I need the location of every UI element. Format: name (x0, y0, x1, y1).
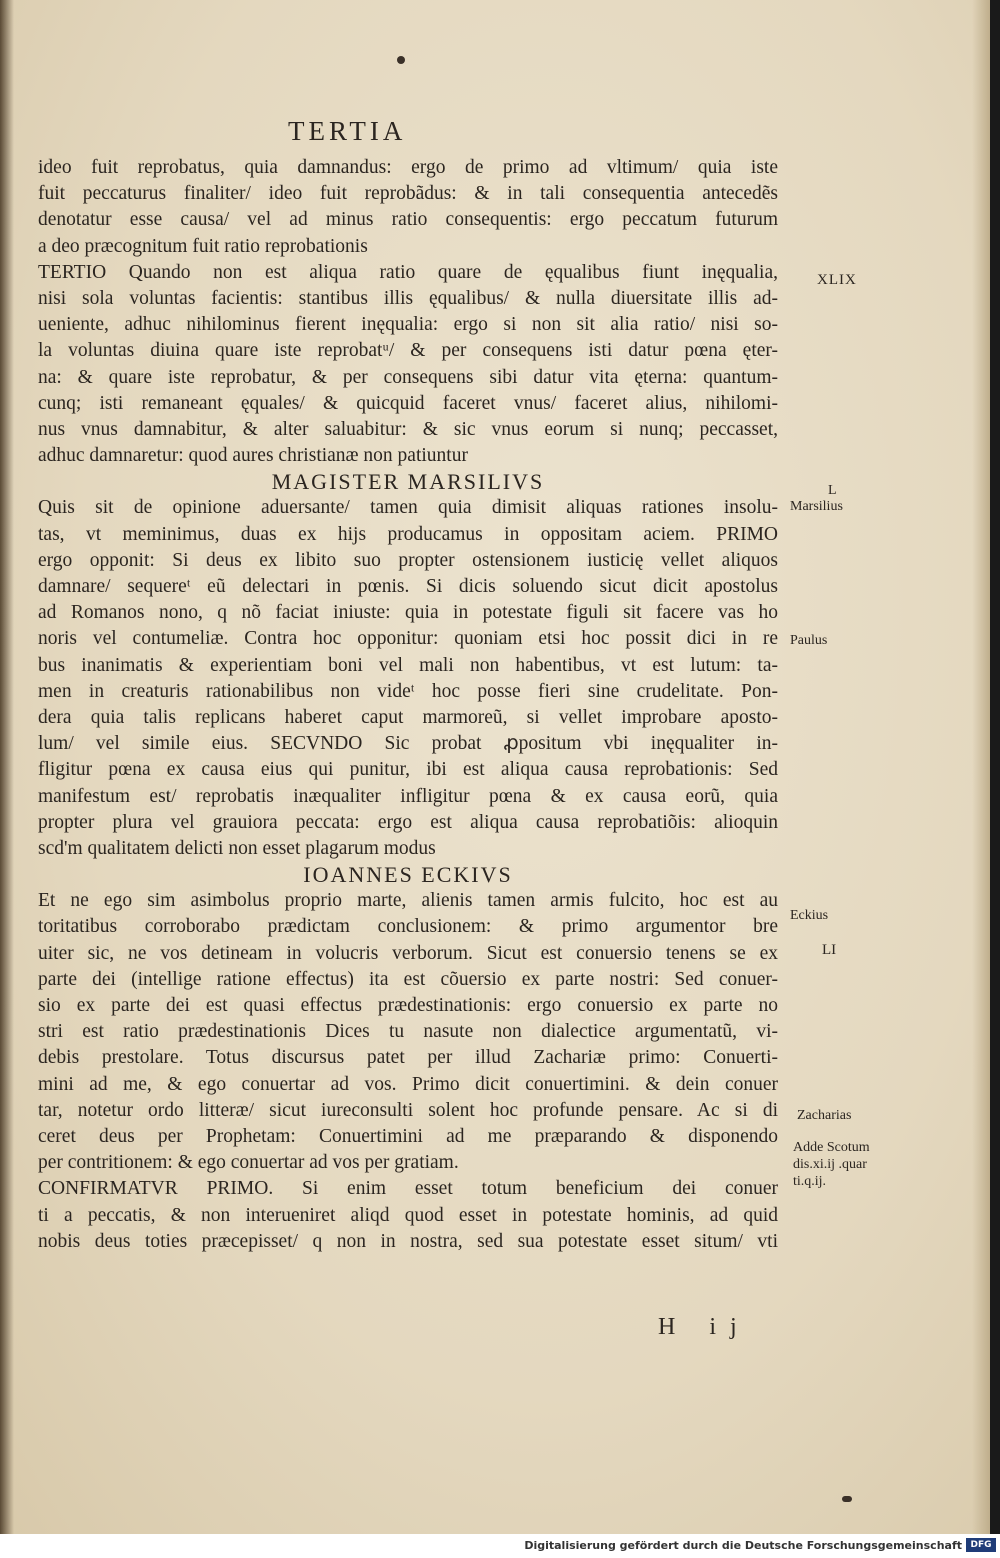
text-line: denotatur esse causa/ vel ad minus ratio consequentis: ergo peccatum futurum (38, 209, 778, 231)
text-line: ceret deus per Prophetam: Conuertimini ad me præparando & disponendo (38, 1125, 778, 1147)
running-head: TERTIA (288, 116, 407, 146)
text-line: parte dei (intellige ratione effectus) ita est cõuersio ex parte nostri: Sed conuer- (38, 968, 778, 990)
text-line: ti a peccatis, & non interueniret aliqd quod esset in potestate hominis, ad quid (38, 1204, 778, 1226)
margin-note-marsilius: Marsilius (790, 499, 843, 514)
text-line: ueniente, adhuc nihilominus fierent inęqualia: ergo si non sit alia ratio/ nisi so- (38, 314, 778, 336)
text-line: na: & quare iste reprobatur, & per consequens sibi datur vita ęterna: quantum- (38, 366, 778, 388)
footer-credit: Digitalisierung gefördert durch die Deutsche Forschungsgemeinschaft (524, 1539, 962, 1552)
text-line: ad Romanos nono, q nõ faciat iniuste: quia in potestate figuli sit facere vas ho (38, 602, 778, 624)
text-line: la voluntas diuina quare iste reprobatᵘ/ & per consequens isti datur pœna ęter- (38, 340, 778, 362)
text-line: cunq; isti remaneant ęquales/ & quicquid faceret vnus/ faceret alius, nihilomi- (38, 392, 778, 414)
text-line: lum/ vel simile eius. SECVNDO Sic probat ꝓpositum vbi inęqualiter in- (38, 733, 778, 755)
text-line: stri est ratio prædestinationis Dices tu nasute non dialectice argumentatũ, vi- (38, 1021, 778, 1043)
text-line: a deo præcognitum fuit ratio reprobationis (38, 235, 368, 257)
margin-note-adde-scotum: Adde Scotum (793, 1140, 870, 1155)
text-line: tar, notetur ordo litteræ/ sicut iureconsulti solent hoc profunde pensare. Ac si di (38, 1099, 778, 1121)
signature-mark: H ij (658, 1314, 751, 1340)
text-line: men in creaturis rationabilibus non videᵗ hoc posse fieri sine crudelitate. Pon- (38, 680, 778, 702)
text-line: fligitur pœna ex causa eius qui punitur, ibi est aliqua causa reprobationis: Sed (38, 759, 778, 781)
dfg-logo: DFG (966, 1538, 996, 1552)
text-line: nus vnus damnabitur, & alter saluabitur: & sic vnus eorum si nunq; peccasset, (38, 418, 778, 440)
text-line: manifestum est/ reprobatis inæqualiter infligitur pœna & ex causa eorũ, quia (38, 785, 778, 807)
text-line: per contritionem: & ego conuertar ad vos per gratiam. (38, 1152, 459, 1174)
text-line: tas, vt meminimus, duas ex hijs producamus in oppositam aciem. PRIMO (38, 523, 778, 545)
text-line: sio ex parte dei est quasi effectus prædestinationis: ergo conuersio ex parte no (38, 995, 778, 1016)
text-line: bus inanimatis & experientiam boni vel mali non habentibus, vt est lutum: ta- (38, 654, 778, 676)
text-line: fuit peccaturus finaliter/ ideo fuit reprobãdus: & in tali consequentia antecedẽs (38, 183, 778, 205)
body-text (38, 155, 778, 1255)
margin-note-folio-l: L (828, 483, 837, 498)
ink-mark (842, 1496, 852, 1502)
text-line: ergo opponit: Si deus ex libito suo propter ostensionem iusticię vellet aliquos (38, 549, 778, 571)
margin-note-adde-scotum-2: dis.xi.ij .quar (793, 1157, 867, 1172)
text-line: toritatibus corroborabo prædictam conclusionem: & primo argumentor bre (38, 916, 778, 938)
ink-dot (397, 56, 405, 64)
margin-note-folio-xlix: XLIX (817, 272, 857, 288)
text-line: TERTIO Quando non est aliqua ratio quare de ęqualibus fiunt inęqualia, (38, 261, 778, 283)
text-line: Et ne ego sim asimbolus proprio marte, alienis tamen armis fulcito, hoc est au (38, 890, 778, 912)
section-heading: IOANNES ECKIVS (303, 862, 513, 888)
text-line: damnare/ sequereᵗ eũ delectari in pœnis. Si dicis soluendo sicut dicit apostolus (38, 576, 778, 597)
margin-note-folio-li: LI (822, 942, 837, 958)
text-line: uiter sic, ne vos detineam in volucris verborum. Sicut est conuersio tenens se ex (38, 942, 778, 964)
text-line: mini ad me, & ego conuertar ad vos. Primo dicit conuertimini. & dein conuer (38, 1073, 778, 1095)
text-line: CONFIRMATVR PRIMO. Si enim esset totum beneficium dei conuer (38, 1178, 778, 1200)
text-line: scd'm qualitatem delicti non esset plagarum modus (38, 837, 436, 859)
text-line: Quis sit de opinione aduersante/ tamen quia dimisit aliquas rationes insolu- (38, 497, 778, 519)
text-line: debis prestolare. Totus discursus patet per illud Zachariæ primo: Conuerti- (38, 1047, 778, 1069)
margin-note-zacharias: Zacharias (797, 1108, 852, 1123)
text-line: noris vel contumeliæ. Contra hoc opponitur: quoniam etsi hoc possit dici in re (38, 628, 778, 650)
page-edge (972, 0, 990, 1534)
text-line: nisi sola voluntas facientis: stantibus illis ęqualibus/ & nulla diuersitate illis ad- (38, 287, 778, 309)
text-line: dera quia talis replicans haberet caput marmoreũ, si vellet improbare aposto- (38, 706, 778, 728)
margin-note-eckius: Eckius (790, 908, 829, 923)
section-heading: MAGISTER MARSILIVS (271, 469, 545, 495)
text-line: propter plura vel grauiora peccata: ergo est aliqua causa reprobatiõis: alioquin (38, 811, 778, 833)
margin-note-paulus: Paulus (790, 633, 828, 648)
margin-note-adde-scotum-3: ti.q.ij. (793, 1174, 827, 1189)
footer-bar (0, 1534, 1000, 1558)
text-line: nobis deus toties præcepisset/ q non in nostra, sed sua potestate esset situm/ vti (38, 1230, 778, 1252)
text-line: adhuc damnaretur: quod aures christianæ non patiuntur (38, 445, 468, 467)
spine-shadow (0, 0, 14, 1534)
text-line: ideo fuit reprobatus, quia damnandus: ergo de primo ad vltimum/ quia iste (38, 157, 778, 178)
